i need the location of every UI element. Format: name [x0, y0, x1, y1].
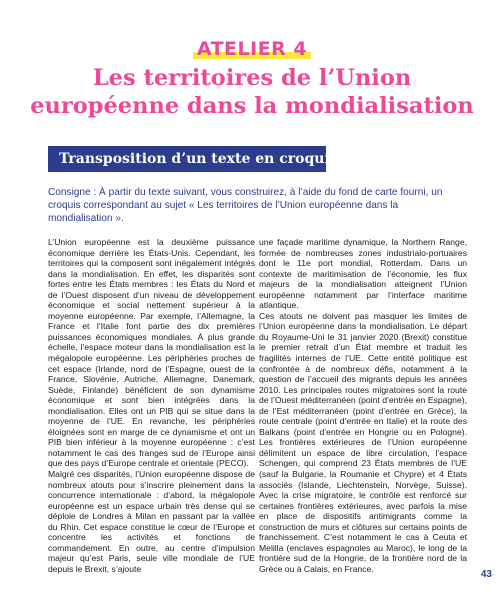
atelier-label-text: ATELIER 4	[196, 38, 308, 60]
page-title	[0, 64, 504, 120]
paragraph: Ces atouts ne doivent pas masquer les limites de l’Union européenne dans la mondialisation. Le départ du Royaume-Uni le 31 janvier 2020 (Brexit) constitue le premier retrait d’un État membre et traduit les fragilités internes de l’UE. Cette entité politique est confrontée à de nombreux défis, notamment à la question de l’accueil des migrants depuis les années 2010. Les principales routes migratoires sont la route de l’Ouest méditerranéen (point d’entrée en Espagne), de l’Est méditerranéen (point d’entrée en Grèce), la route centrale (point d’entrée en Italie) et la route des Balkans (point d’entrée en Hongrie ou en Pologne). Les frontières extérieures de l’Union européenne délimitent un espace de libre circulation, l’espace Schengen, qui comprend 23 États membres de l’UE (sauf la Bulgarie, la Roumanie et Chypre) et 4 États associés (Islande, Liechtenstein, Norvège, Suisse). Avec la crise migratoire, le contrôle est renforcé sur certaines frontières extérieures, avec parfois la mise en place de dispositifs antimigrants comme la construction de murs et clôtures sur certains points de franchissement. C’est notamment le cas à Ceuta et Melilla (enclaves espagnoles au Maroc), le long de la frontière sud de la Hongrie, de la frontière nord de la Grèce ou à Calais, en France.	[259, 310, 467, 574]
page-title-line-2: européenne dans la mondialisation	[30, 93, 474, 119]
atelier-heading	[0, 38, 504, 60]
consigne-text: Consigne : À partir du texte suivant, vous construirez, à l’aide du fond de carte fourni, un croquis correspondant au sujet « Les territoires de l’Union européenne dans la mondialisation ».	[48, 187, 443, 224]
section-banner: Transposition d’un texte en croquis	[48, 146, 326, 172]
paragraph: une façade maritime dynamique, la Northern Range, formée de nombreuses zones industrialo-portuaires dont le 11e port mondial, Rotterdam. Dans un contexte de maritimisation de l’économie, les flux majeurs de la mondialisation atteignent l’Union européenne notamment par l’interface maritime atlantique.	[259, 237, 467, 311]
body-column-left	[48, 237, 255, 575]
body-column-right	[259, 237, 467, 575]
paragraph: Malgré ces disparités, l’Union européenne dispose de nombreux atouts pour s’inscrire pleinement dans la concurrence internationale : d’abord, la mégalopole européenne est un espace urbain très dense qui se déploie de Londres à Milan en passant par la vallée du Rhin. Cet espace constitue le cœur de l’Europe et concentre les activités et fonctions de commandement. En outre, au centre d’impulsion majeur qu’est Paris, seule ville mondiale de l’UE depuis le Brexit, s’ajoute	[48, 469, 255, 574]
atelier-label	[197, 38, 307, 60]
page-number: 43	[480, 569, 492, 580]
paragraph: L’Union européenne est la deuxième puissance économique derrière les États-Unis. Cependant, les territoires qui la composent sont inégalement intégrés dans la mondialisation. En effet, les disparités sont fortes entre les États membres : les États du Nord et de l’Ouest disposent d’un niveau de développement économique et social nettement supérieur à la moyenne européenne. Par exemple, l’Allemagne, la France et l’Italie font partie des dix premières puissances économiques mondiales. À plus grande échelle, l’espace moteur dans la mondialisation est la mégalopole européenne. Les périphéries proches de cet espace (Irlande, nord de l’Espagne, ouest de la France, Slovénie, Autriche, Allemagne, Danemark, Suède, Finlande) bénéficient de son dynamisme économique et sont bien intégrées dans la mondialisation. Elles ont un PIB qui se situe dans la moyenne de l’UE. En revanche, les périphéries éloignées sont en marge de ce dynamisme et ont un PIB bien inférieur à la moyenne européenne : c’est notamment le cas des franges sud de l’Europe ainsi que des pays d’Europe centrale et orientale (PECO).	[48, 237, 255, 469]
page-title-line-1: Les territoires de l’Union	[92, 65, 412, 91]
